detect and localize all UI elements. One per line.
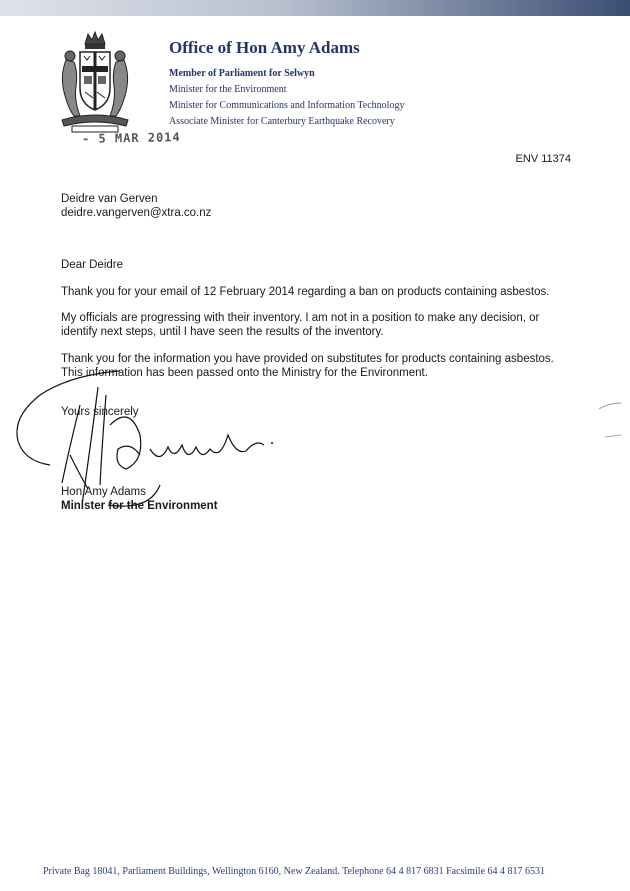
recipient-name: Deidre van Gerven	[61, 193, 158, 205]
reference-number: ENV 11374	[515, 153, 571, 165]
header-bar	[0, 0, 630, 16]
office-title: Office of Hon Amy Adams	[169, 38, 360, 57]
paragraph-1: Thank you for your email of 12 February 2014 regarding a ban on products containing asbestos.	[61, 286, 550, 298]
signatory-name: Hon Amy Adams	[61, 486, 147, 498]
nz-coat-of-arms-icon	[52, 30, 138, 134]
date-stamp: - 5 MAR 2014	[81, 130, 181, 146]
mp-line: Member of Parliament for Selwyn	[169, 68, 315, 79]
portfolio-line: Minister for the Environment	[169, 84, 287, 95]
footer-address: Private Bag 18041, Parliament Buildings, Wellington 6160, New Zealand. Telephone 64 4 817 6831 Facsimile 64 4 817 6531	[43, 866, 545, 877]
salutation: Dear Deidre	[61, 259, 123, 271]
paragraph-3: Thank you for the information you have provided on substitutes for products containing asbestos. This information has been passed onto the Ministry for the Environment.	[61, 353, 554, 379]
letterhead-lines	[169, 66, 404, 130]
portfolio-line: Minister for Communications and Information Technology	[169, 100, 405, 111]
recipient-email: deidre.vangerven@xtra.co.nz	[61, 207, 212, 219]
portfolio-line: Associate Minister for Canterbury Earthquake Recovery	[169, 116, 395, 127]
signatory-title: Minister for the Environment	[61, 500, 218, 512]
margin-marks	[595, 395, 625, 445]
closing: Yours sincerely	[61, 406, 139, 418]
paragraph-2: My officials are progressing with their inventory. I am not in a position to make any decision, or identify next steps, until I have seen the results of the inventory.	[61, 312, 540, 338]
recipient-block	[61, 192, 211, 220]
